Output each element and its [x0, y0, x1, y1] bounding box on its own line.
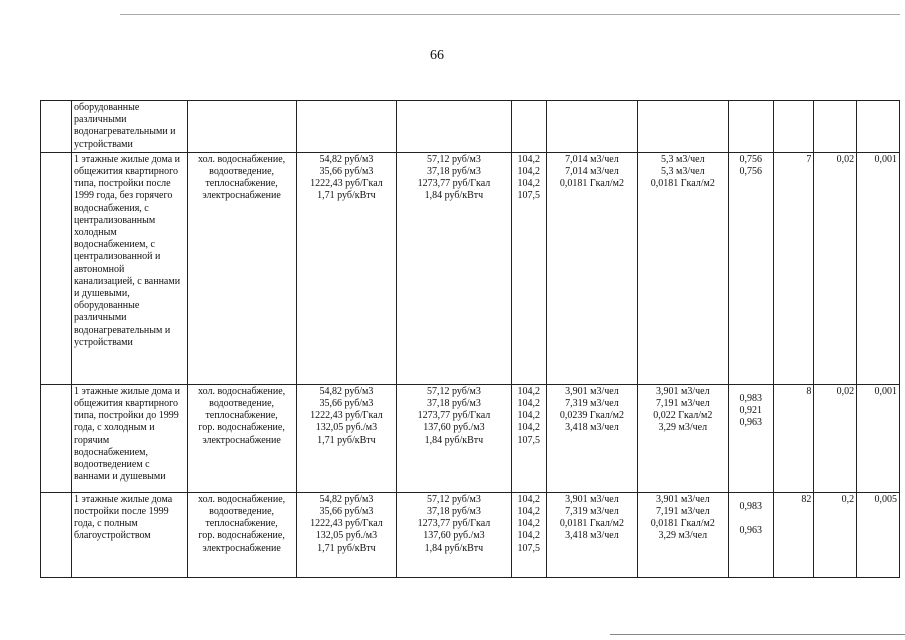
tariff-table: [40, 100, 900, 578]
tariff-a-cell: 54,82 руб/м3 35,66 руб/м3 1222,43 руб/Гкал 1,71 руб/кВтч: [296, 152, 397, 384]
count-cell: 7: [773, 152, 814, 384]
count-cell: 8: [773, 384, 814, 492]
norm-b-cell: [637, 101, 728, 153]
index-cell: [511, 101, 546, 153]
table-row: [41, 492, 900, 577]
description-cell: 1 этажные жилые дома постройки после 1999 года, с полным благоустройством: [72, 492, 188, 577]
coef-cell: 0,983 0,921 0,963: [728, 384, 773, 492]
tariff-b-cell: 57,12 руб/м3 37,18 руб/м3 1273,77 руб/Гкал 1,84 руб/кВтч: [397, 152, 511, 384]
index-cell: 104,2 104,2 104,2 107,5: [511, 152, 546, 384]
tariff-b-cell: [397, 101, 511, 153]
value-1-cell: 0,2: [814, 492, 857, 577]
index-cell: 104,2 104,2 104,2 104,2 107,5: [511, 384, 546, 492]
row-number-cell: [41, 492, 72, 577]
norm-b-cell: 3,901 м3/чел 7,191 м3/чел 0,022 Гкал/м2 3,29 м3/чел: [637, 384, 728, 492]
tariff-b-cell: 57,12 руб/м3 37,18 руб/м3 1273,77 руб/Гкал 137,60 руб./м3 1,84 руб/кВтч: [397, 492, 511, 577]
tariff-a-cell: [296, 101, 397, 153]
row-number-cell: [41, 384, 72, 492]
norm-a-cell: 7,014 м3/чел 7,014 м3/чел 0,0181 Гкал/м2: [546, 152, 637, 384]
value-2-cell: 0,001: [857, 384, 900, 492]
count-cell: 82: [773, 492, 814, 577]
tariff-a-cell: 54,82 руб/м3 35,66 руб/м3 1222,43 руб/Гкал 132,05 руб./м3 1,71 руб/кВтч: [296, 384, 397, 492]
norm-a-cell: 3,901 м3/чел 7,319 м3/чел 0,0181 Гкал/м2 3,418 м3/чел: [546, 492, 637, 577]
value-2-cell: [857, 101, 900, 153]
value-2-cell: 0,001: [857, 152, 900, 384]
tariff-b-cell: 57,12 руб/м3 37,18 руб/м3 1273,77 руб/Гкал 137,60 руб./м3 1,84 руб/кВтч: [397, 384, 511, 492]
services-cell: хол. водоснабжение, водоотведение, теплоснабжение, гор. водоснабжение, электроснабжение: [187, 492, 296, 577]
row-number-cell: [41, 101, 72, 153]
row-number-cell: [41, 152, 72, 384]
table-row: [41, 101, 900, 153]
index-cell: 104,2 104,2 104,2 104,2 107,5: [511, 492, 546, 577]
coef-cell: [728, 101, 773, 153]
description-cell: 1 этажные жилые дома и общежития квартирного типа, постройки до 1999 года, с холодным и горячим водоснабжением, водоотведением с ваннами и душевыми: [72, 384, 188, 492]
norm-a-cell: [546, 101, 637, 153]
norm-b-cell: 5,3 м3/чел 5,3 м3/чел 0,0181 Гкал/м2: [637, 152, 728, 384]
value-1-cell: [814, 101, 857, 153]
services-cell: [187, 101, 296, 153]
table-row: [41, 152, 900, 384]
page-number: 66: [430, 48, 444, 63]
scan-edge-top: [120, 14, 900, 15]
norm-b-cell: 3,901 м3/чел 7,191 м3/чел 0,0181 Гкал/м2 3,29 м3/чел: [637, 492, 728, 577]
tariff-a-cell: 54,82 руб/м3 35,66 руб/м3 1222,43 руб/Гкал 132,05 руб./м3 1,71 руб/кВтч: [296, 492, 397, 577]
services-cell: хол. водоснабжение, водоотведение, теплоснабжение, электроснабжение: [187, 152, 296, 384]
scan-edge-bottom: [610, 634, 905, 635]
coef-cell: 0,756 0,756: [728, 152, 773, 384]
table-row: [41, 384, 900, 492]
norm-a-cell: 3,901 м3/чел 7,319 м3/чел 0,0239 Гкал/м2 3,418 м3/чел: [546, 384, 637, 492]
value-2-cell: 0,005: [857, 492, 900, 577]
description-cell: 1 этажные жилые дома и общежития квартирного типа, постройки после 1999 года, без горячего водоснабжения, с централизованным холодным водоснабжением, с централизованной и автономной канализацией, с ваннами и душевыми, оборудованные различными водонагревательным и устройствами: [72, 152, 188, 384]
value-1-cell: 0,02: [814, 384, 857, 492]
count-cell: [773, 101, 814, 153]
services-cell: хол. водоснабжение, водоотведение, теплоснабжение, гор. водоснабжение, электроснабжение: [187, 384, 296, 492]
coef-cell: 0,983 0,963: [728, 492, 773, 577]
value-1-cell: 0,02: [814, 152, 857, 384]
description-cell: оборудованные различными водонагревательными и устройствами: [72, 101, 188, 153]
